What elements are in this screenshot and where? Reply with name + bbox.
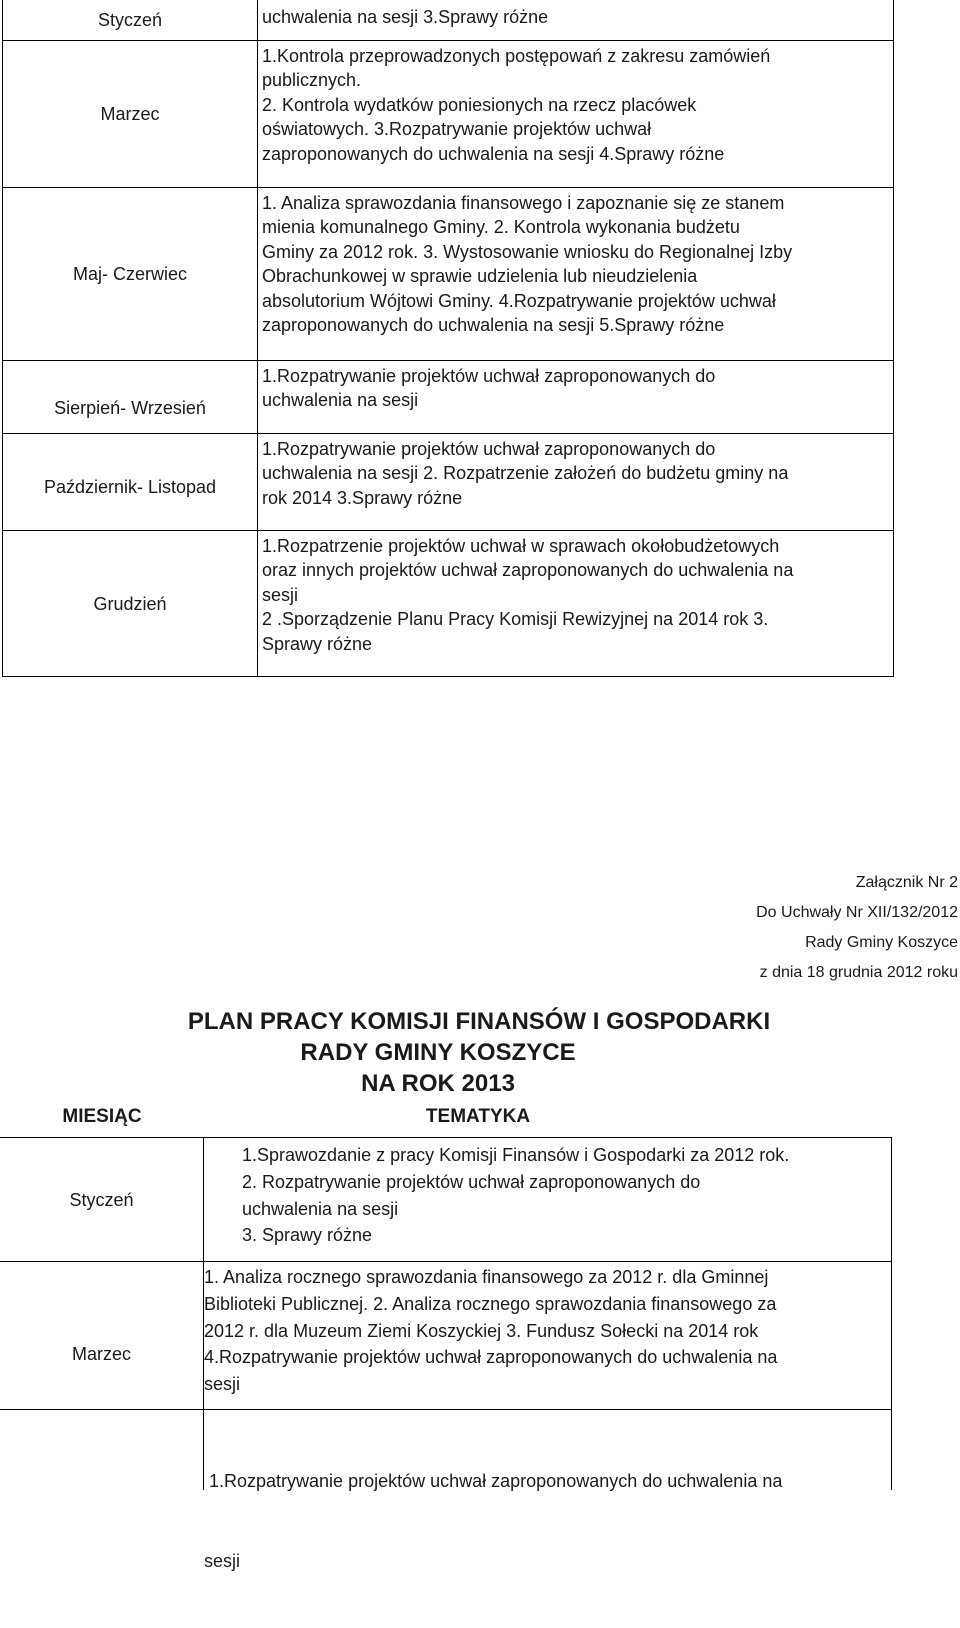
table-header	[0, 1097, 892, 1138]
topic-line: sesji	[204, 1550, 241, 1571]
topic-line: uchwalenia na sesji	[262, 390, 419, 411]
table-row	[0, 1138, 892, 1262]
topic-cell	[204, 1262, 892, 1409]
month-cell: Styczeń	[3, 0, 258, 40]
topic-line: oświatowych. 3.Rozpatrywanie projektów uchwał	[262, 119, 652, 140]
month-cell: Marzec	[0, 1262, 204, 1409]
attachment-reference	[756, 868, 958, 988]
title-line: PLAN PRACY KOMISJI FINANSÓW I GOSPODARKI	[187, 1008, 771, 1035]
topic-line: 1.Sprawozdanie z pracy Komisji Finansów i Gospodarki za 2012 rok.	[242, 1145, 790, 1165]
table-row	[3, 40, 893, 187]
topic-cell	[258, 434, 893, 530]
topic-cell	[204, 1138, 892, 1261]
topic-cell	[258, 0, 893, 40]
topic-line: absolutorium Wójtowi Gminy. 4.Rozpatrywanie projektów uchwał	[262, 290, 776, 311]
table-row	[3, 530, 893, 676]
month-cell: Styczeń	[0, 1138, 204, 1261]
month-cell: Marzec	[3, 41, 258, 187]
topic-line: 1. Analiza rocznego sprawozdania finansowego za 2012 r. dla Gminnej	[204, 1267, 769, 1287]
resolution-number: Do Uchwały Nr XII/132/2012	[756, 904, 958, 921]
table-row	[0, 1262, 892, 1410]
month-cell: Październik- Listopad	[3, 434, 258, 530]
topic-line: uchwalenia na sesji	[242, 1198, 399, 1219]
topic-line: rok 2014 3.Sprawy różne	[262, 487, 463, 508]
council-name: Rady Gminy Koszyce	[805, 934, 958, 951]
previous-plan-table	[2, 0, 894, 677]
topic-line: sesji	[262, 584, 299, 605]
table-row	[3, 0, 893, 40]
resolution-date: z dnia 18 grudnia 2012 roku	[759, 964, 958, 981]
topic-line: sesji	[204, 1374, 241, 1395]
title-line: NA ROK 2013	[361, 1070, 515, 1097]
table-row	[0, 1410, 892, 1571]
topic-line: 1.Kontrola przeprowadzonych postępowań z zakresu zamówień	[262, 46, 771, 66]
month-cell: Maj- Czerwiec	[3, 188, 258, 360]
plan-table	[0, 1097, 892, 1571]
topic-line: 2. Kontrola wydatków poniesionych na rzecz placówek	[262, 94, 697, 115]
topic-line: 1.Rozpatrywanie projektów uchwał zaproponowanych do	[262, 366, 716, 386]
topic-line: 2012 r. dla Muzeum Ziemi Koszyckiej 3. Fundusz Sołecki na 2014 rok	[204, 1320, 759, 1341]
topic-cell	[258, 41, 893, 187]
column-header-month: MIESIĄC	[62, 1106, 142, 1127]
topic-cell	[258, 531, 893, 676]
topic-line: 2 .Sporządzenie Planu Pracy Komisji Rewizyjnej na 2014 rok 3.	[262, 609, 769, 630]
table-row	[3, 360, 893, 433]
topic-line: Gminy za 2012 rok. 3. Wystosowanie wniosku do Regionalnej Izby	[262, 241, 793, 262]
month-cell: Sierpień- Wrzesień	[3, 361, 258, 433]
topic-line: Obrachunkowej w sprawie udzielenia lub nieudzielenia	[262, 266, 698, 287]
topic-line: 1.Rozpatrywanie projektów uchwał zaproponowanych do	[262, 439, 716, 459]
topic-cell	[258, 188, 893, 360]
page-title	[0, 1006, 960, 1099]
topic-line: Biblioteki Publicznej. 2. Analiza rocznego sprawozdania finansowego za	[204, 1293, 777, 1314]
topic-line: uchwalenia na sesji 2. Rozpatrzenie założeń do budżetu gminy na	[262, 463, 789, 484]
topic-line: zaproponowanych do uchwalenia na sesji 4.Sprawy różne	[262, 143, 725, 164]
topic-line: publicznych.	[262, 70, 362, 91]
month-cell: Grudzień	[3, 531, 258, 676]
topic-line: 3. Sprawy różne	[242, 1225, 373, 1246]
table-row	[3, 433, 893, 530]
topic-line: uchwalenia na sesji 3.Sprawy różne	[262, 7, 549, 27]
topic-cell	[204, 1410, 892, 1571]
title-line: RADY GMINY KOSZYCE	[300, 1039, 576, 1066]
topic-line: Sprawy różne	[262, 633, 373, 654]
topic-line: 1.Rozpatrzenie projektów uchwał w sprawach okołobudżetowych	[262, 536, 780, 556]
table-row	[3, 187, 893, 360]
topic-line: 4.Rozpatrywanie projektów uchwał zaproponowanych do uchwalenia na	[204, 1347, 778, 1368]
topic-cell	[258, 361, 893, 433]
month-cell	[0, 1410, 204, 1490]
table-right-border	[891, 1137, 892, 1490]
attachment-number: Załącznik Nr 2	[855, 874, 958, 891]
topic-line: mienia komunalnego Gminy. 2. Kontrola wykonania budżetu	[262, 217, 740, 238]
column-header-topic: TEMATYKA	[425, 1106, 531, 1127]
topic-line: 1.Rozpatrywanie projektów uchwał zaproponowanych do uchwalenia na	[204, 1470, 783, 1491]
topic-line: zaproponowanych do uchwalenia na sesji 5.Sprawy różne	[262, 315, 725, 336]
topic-line: oraz innych projektów uchwał zaproponowanych do uchwalenia na	[262, 560, 794, 581]
topic-line: 2. Rozpatrywanie projektów uchwał zaproponowanych do	[242, 1171, 701, 1192]
topic-line: 1. Analiza sprawozdania finansowego i zapoznanie się ze stanem	[262, 193, 785, 213]
